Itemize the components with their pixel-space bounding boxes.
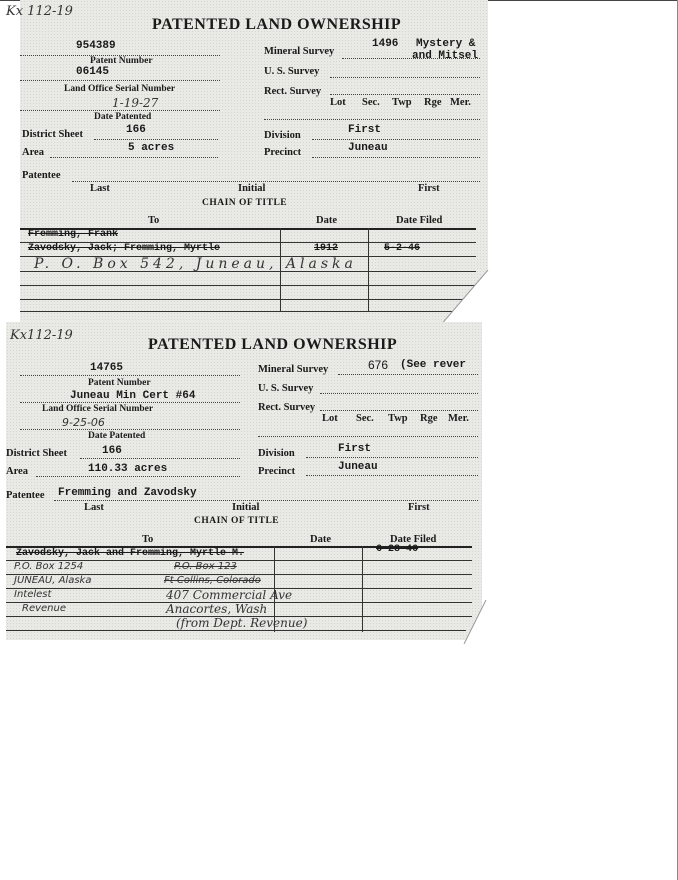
card1-division-label: Division — [264, 130, 301, 141]
card2-chain-header-to: To — [142, 534, 154, 545]
card1-area-value: 5 acres — [128, 142, 175, 154]
land-ownership-card-1 — [6, 0, 488, 322]
card1-date-line — [20, 110, 220, 111]
card2-rect-survey-label: Rect. Survey — [258, 402, 316, 413]
card1-chain-header-date: Date — [316, 215, 337, 226]
card2-date-value: 9-25-06 — [62, 416, 105, 429]
card2-patent-number-label: Patent Number — [88, 378, 151, 388]
card2-mineral-line — [338, 374, 478, 375]
card2-hand-line-1-right: P.O. Box 123 — [174, 561, 237, 572]
card2-chain-header-date: Date — [310, 534, 331, 545]
card1-us-survey-label: U. S. Survey — [264, 66, 320, 77]
card1-mineral-label: Mineral Survey — [264, 46, 335, 57]
card1-rect-survey-label: Rect. Survey — [264, 86, 322, 97]
card1-division-value: First — [348, 124, 382, 136]
card1-mineral-extra-1: Mystery & — [416, 38, 476, 50]
card1-patentee-label: Patentee — [22, 170, 61, 181]
card2-mineral-extra: (See rever — [400, 359, 467, 371]
card2-serial-line — [20, 402, 240, 403]
card2-us-survey-line — [320, 393, 478, 394]
card2-hand-line-2-left: JUNEAU, Alaska — [14, 575, 92, 586]
card1-chain-row-1-to: Fremming, Frank — [28, 229, 119, 240]
card2-hand-line-2-right: Ft Collins, Colorado — [164, 575, 261, 586]
card2-name-col-last: Last — [84, 502, 104, 513]
card2-title: PATENTED LAND OWNERSHIP — [148, 336, 398, 353]
card1-serial-label: Land Office Serial Number — [64, 84, 176, 94]
card1-patentee-line — [72, 181, 480, 182]
card2-district-value: 166 — [102, 445, 122, 457]
card2-hand-line-4-right: Anacortes, Wash — [166, 602, 268, 616]
card1-title: PATENTED LAND OWNERSHIP — [152, 16, 402, 33]
card1-precinct-label: Precinct — [264, 147, 302, 158]
card1-division-line — [312, 139, 480, 140]
card2-area-line — [36, 476, 240, 477]
card2-division-value: First — [338, 443, 372, 455]
card2-division-label: Division — [258, 448, 295, 459]
card1-district-label: District Sheet — [22, 129, 83, 140]
card2-corner-id: Kx112-19 — [10, 328, 73, 343]
card1-name-col-last: Last — [90, 183, 110, 194]
card1-serial-line — [20, 80, 220, 81]
card1-district-value: 166 — [126, 124, 146, 136]
card2-name-col-initial: Initial — [232, 502, 260, 513]
card2-hand-line-5-right: (from Dept. Revenue) — [176, 616, 308, 630]
card2-us-survey-label: U. S. Survey — [258, 383, 314, 394]
card2-serial-label: Land Office Serial Number — [42, 404, 154, 414]
card2-chain-row-filed: 6-28-46 — [376, 544, 419, 555]
card2-hand-line-3-left: Intelest — [14, 589, 52, 600]
card2-district-label: District Sheet — [6, 448, 67, 459]
card2-rect-col-mer: Mer. — [448, 413, 469, 424]
card1-name-col-first: First — [418, 183, 440, 194]
card1-torn-corner — [420, 270, 500, 326]
card2-district-line — [80, 458, 240, 459]
card1-mineral-value: 1496 — [372, 38, 399, 50]
card1-rect-col-mer: Mer. — [450, 97, 471, 108]
card2-rect-values-line — [258, 436, 478, 437]
card1-district-line — [94, 139, 218, 140]
card1-mineral-extra-2: and Mitsel — [412, 50, 479, 62]
card1-table-row-rule-6 — [20, 311, 460, 312]
card1-rect-col-twp: Twp — [392, 97, 412, 108]
card1-precinct-line — [312, 157, 480, 158]
card2-date-line — [20, 429, 240, 430]
card2-precinct-value: Juneau — [338, 461, 378, 473]
card1-us-survey-line — [330, 77, 480, 78]
card2-patent-number-line — [20, 375, 240, 376]
card2-rect-col-lot: Lot — [322, 413, 338, 424]
card1-chain-row-2-to: Zavodsky, Jack; Fremming, Myrtle — [28, 243, 221, 254]
card1-chain-row-2-filed: 5-2-46 — [384, 243, 421, 254]
card1-chain-row-2-date: 1912 — [314, 243, 339, 254]
card2-patentee-value: Fremming and Zavodsky — [58, 487, 197, 499]
card2-chain-header-filed: Date Filed — [390, 534, 437, 545]
card1-patent-number-label: Patent Number — [90, 56, 153, 66]
card2-patentee-line — [54, 500, 478, 501]
card2-hand-line-4-left: Revenue — [22, 603, 66, 614]
card2-table-col-divider-2 — [362, 546, 363, 632]
card1-area-label: Area — [22, 147, 44, 158]
card1-rect-survey-line — [330, 94, 480, 95]
card2-table-row-rule-6 — [6, 630, 466, 631]
card2-rect-survey-line — [320, 410, 478, 411]
card1-table-row-rule-4 — [20, 285, 476, 286]
card1-serial-value: 06145 — [76, 66, 110, 78]
card2-torn-corner — [460, 600, 490, 644]
card2-division-line — [306, 457, 478, 458]
card2-chain-row-to: Zavodsky, Jack and Fremming, Myrtle M. — [16, 548, 245, 559]
card1-precinct-value: Juneau — [348, 142, 388, 154]
land-ownership-card-2 — [6, 322, 482, 640]
card1-area-line — [50, 157, 218, 158]
card1-table-col-divider-2 — [368, 228, 369, 312]
card2-patentee-label: Patentee — [6, 490, 45, 501]
card1-name-col-initial: Initial — [238, 183, 266, 194]
card1-corner-id: Kx 112-19 — [6, 4, 73, 19]
card1-rect-col-rge: Rge — [424, 97, 442, 108]
card2-serial-value: Juneau Min Cert #64 — [70, 390, 196, 402]
card1-mineral-line — [342, 58, 480, 59]
card2-chain-title: CHAIN OF TITLE — [194, 516, 280, 526]
card2-patent-number-value: 14765 — [90, 362, 124, 374]
card1-rect-values-line — [264, 119, 480, 120]
card2-name-col-first: First — [408, 502, 430, 513]
card2-area-value: 110.33 acres — [88, 463, 168, 475]
card2-hand-line-3-right: 407 Commercial Ave — [166, 588, 293, 602]
card1-chain-header-filed: Date Filed — [396, 215, 443, 226]
card2-rect-col-rge: Rge — [420, 413, 438, 424]
card2-hand-line-1-left: P.O. Box 1254 — [14, 561, 84, 572]
card2-precinct-line — [306, 475, 478, 476]
card1-rect-col-sec: Sec. — [362, 97, 380, 108]
card2-mineral-value: 676 — [368, 358, 389, 372]
card2-area-label: Area — [6, 466, 28, 477]
card2-rect-col-sec: Sec. — [356, 413, 374, 424]
card1-date-value: 1-19-27 — [112, 96, 159, 110]
card2-rect-col-twp: Twp — [388, 413, 408, 424]
card1-chain-header-to: To — [148, 215, 160, 226]
card1-rect-col-lot: Lot — [330, 97, 346, 108]
card1-chain-title: CHAIN OF TITLE — [202, 198, 288, 208]
card2-precinct-label: Precinct — [258, 466, 296, 477]
card2-date-label: Date Patented — [88, 431, 146, 441]
card1-table-row-rule-5 — [20, 299, 476, 300]
card1-date-label: Date Patented — [94, 112, 152, 122]
card2-mineral-label: Mineral Survey — [258, 364, 329, 375]
card1-handwritten-address: P. O. Box 542, Juneau, Alaska — [34, 256, 357, 272]
card1-patent-number-value: 954389 — [76, 40, 116, 52]
